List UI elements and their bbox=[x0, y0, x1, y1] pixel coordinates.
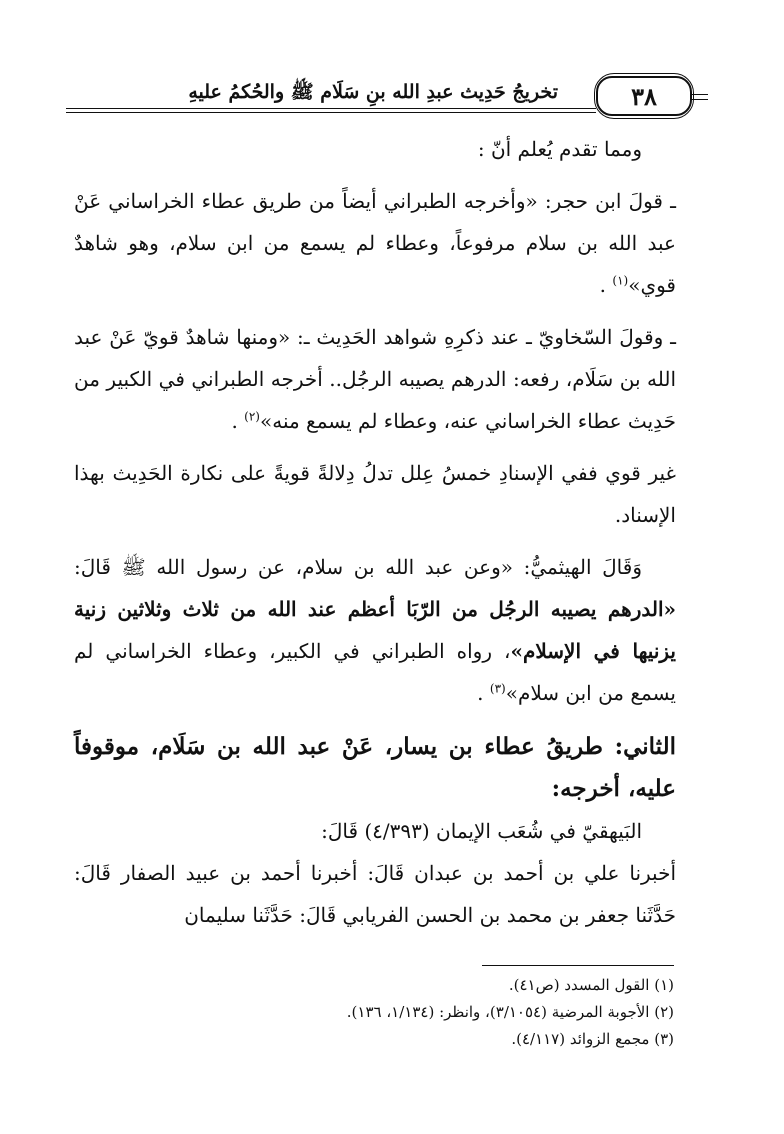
page-number: ٣٨ bbox=[596, 76, 692, 116]
paragraph-text: وَقَالَ الهيثميُّ: «وعن عبد الله بن سلام، عن رسول الله ﷺ قَالَ: bbox=[74, 555, 642, 579]
page-header bbox=[66, 80, 708, 122]
full-stop: . bbox=[599, 273, 607, 297]
paragraph-isnad: أخبرنا علي بن أحمد بن عبدان قَالَ: أخبرنا أحمد بن عبيد الصفار قَالَ: حَدَّثَنا جعفر بن محمد بن الحسن الفريابي قَالَ: حَدَّثَنا سليمان bbox=[74, 861, 676, 927]
footnote-item: (٢) الأجوبة المرضية (٣/١٠٥٤)، وانظر: (١/١٣٤، ١٣٦). bbox=[346, 1003, 674, 1021]
footnote-item: (١) القول المسدد (ص٤١). bbox=[508, 976, 674, 994]
footnote-ref: (١) bbox=[612, 273, 629, 288]
footnotes bbox=[74, 972, 674, 1053]
header-rule-end bbox=[692, 94, 708, 95]
full-stop: . bbox=[231, 409, 238, 433]
paragraph-bayhaqi: البَيهقيّ في شُعَب الإيمان (٤/٣٩٣) قَالَ: bbox=[321, 819, 642, 843]
header-rule bbox=[66, 108, 596, 109]
paragraph-sakhawi bbox=[74, 316, 676, 442]
hadith-quote: «الدرهم يصيبه الرجُل من الرّبَا أعظم عند الله من ثلاث وثلاثين زنية يزنيها في الإسلام» bbox=[74, 597, 676, 663]
footnote-ref: (٢) bbox=[244, 409, 260, 424]
running-title: تخريجُ حَدِيث عبدِ الله بنِ سَلَام ﷺ والحُكمُ عليهِ bbox=[188, 81, 558, 103]
header-rule bbox=[66, 112, 596, 113]
paragraph-haythami bbox=[74, 546, 676, 714]
main-text bbox=[74, 128, 676, 936]
paragraph-text: ـ وقولَ السّخاويّ ـ عند ذكرِهِ شواهد الحَدِيث ـ: «ومنها شاهدٌ قويّ عَنْ عبد الله بن سَلَام، رفعه: الدرهم يصيبه الرجُل.. أخرجه الطبراني في الكبير من حَدِيث عطاء الخراساني عنه، وعطاء لم يسمع منه» bbox=[74, 325, 676, 433]
footnote-ref: (٣) bbox=[489, 681, 506, 696]
full-stop: . bbox=[477, 681, 484, 705]
header-rule-end bbox=[692, 99, 708, 100]
paragraph-text: ، رواه الطبراني في الكبير، وعطاء الخراساني لم يسمع من ابن سلام» bbox=[74, 639, 676, 705]
paragraph-ibn-hajar bbox=[74, 180, 676, 306]
footnote-item: (٣) مجمع الزوائد (٤/١١٧). bbox=[511, 1030, 674, 1048]
paragraph-text: ـ قولَ ابن حجر: «وأخرجه الطبراني أيضاً من طريق عطاء الخراساني عَنْ عبد الله بن سلام مرفوعاً، وعطاء لم يسمع من ابن سلام، وهو شاهدٌ قوي» bbox=[74, 189, 676, 297]
footnote-separator bbox=[482, 965, 674, 966]
section-heading: الثاني: طريقُ عطاء بن يسار، عَنْ عبد الله بن سَلَام، موقوفاً عليه، أخرجه: bbox=[74, 733, 676, 802]
paragraph-illal: غير قوي ففي الإسنادِ خمسُ عِلل تدلُ دِلالةً قويةً على نكارة الحَدِيث بهذا الإسناد. bbox=[74, 461, 676, 527]
intro-line: ومما تقدم يُعلم أنّ : bbox=[477, 137, 642, 161]
